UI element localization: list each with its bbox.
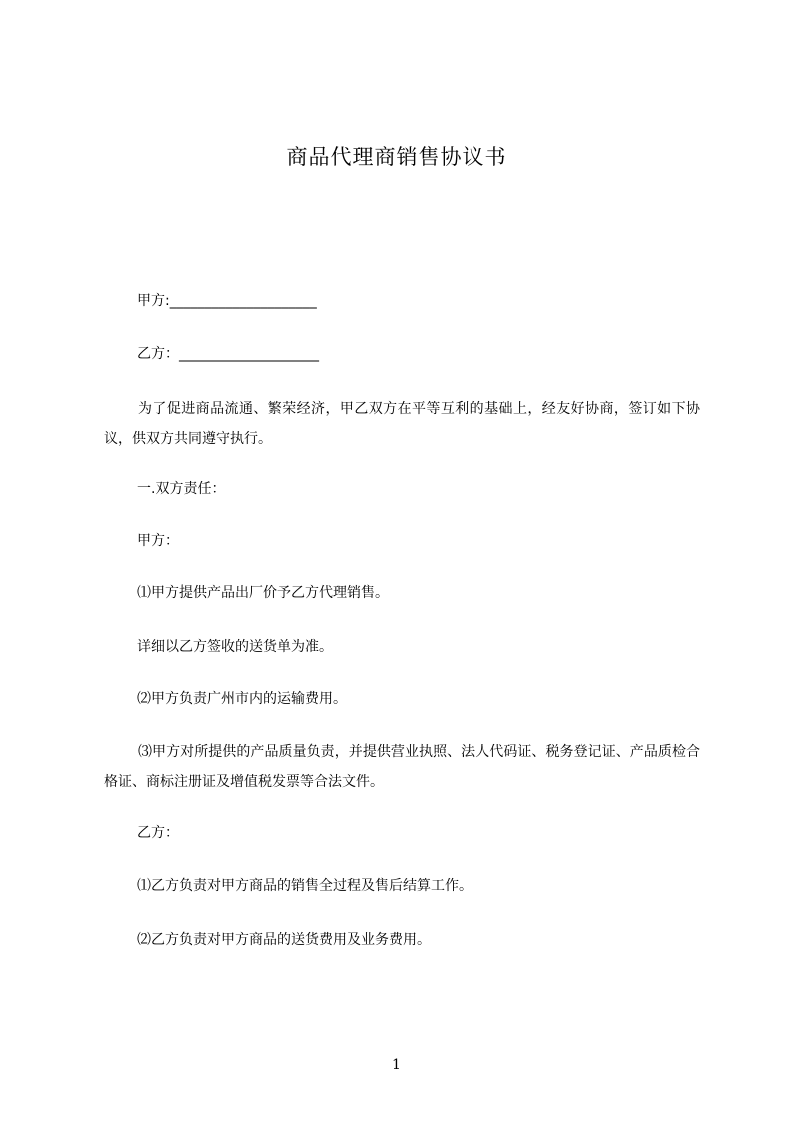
party-a-item-3: ⑶甲方对所提供的产品质量负责，并提供营业执照、法人代码证、税务登记证、产品质检合格证、商标注册证及增值税发票等合法文件。 bbox=[104, 744, 700, 790]
party-b-signature-line: 乙方：____________________ bbox=[137, 346, 319, 362]
page-number: 1 bbox=[392, 1057, 401, 1073]
party-a-item-2: ⑵甲方负责广州市内的运输费用。 bbox=[137, 691, 347, 707]
intro-paragraph: 为了促进商品流通、繁荣经济，甲乙双方在平等互利的基础上，经友好协商，签订如下协议，供双方共同遵守执行。 bbox=[104, 401, 700, 447]
party-a-item-1: ⑴甲方提供产品出厂价予乙方代理销售。 bbox=[137, 585, 389, 601]
party-a-item-1-note: 详细以乙方签收的送货单为准。 bbox=[137, 639, 333, 655]
party-b-item-1: ⑴乙方负责对甲方商品的销售全过程及售后结算工作。 bbox=[137, 878, 473, 894]
party-b-item-2: ⑵乙方负责对甲方商品的送货费用及业务费用。 bbox=[137, 932, 431, 948]
party-a-signature-line: 甲方:_____________________ bbox=[137, 293, 317, 309]
party-b-heading: 乙方： bbox=[137, 825, 179, 841]
party-a-heading: 甲方： bbox=[137, 533, 179, 549]
document-title: 商品代理商销售协议书 bbox=[286, 145, 507, 169]
section-heading-responsibilities: 一.双方责任： bbox=[137, 481, 226, 497]
